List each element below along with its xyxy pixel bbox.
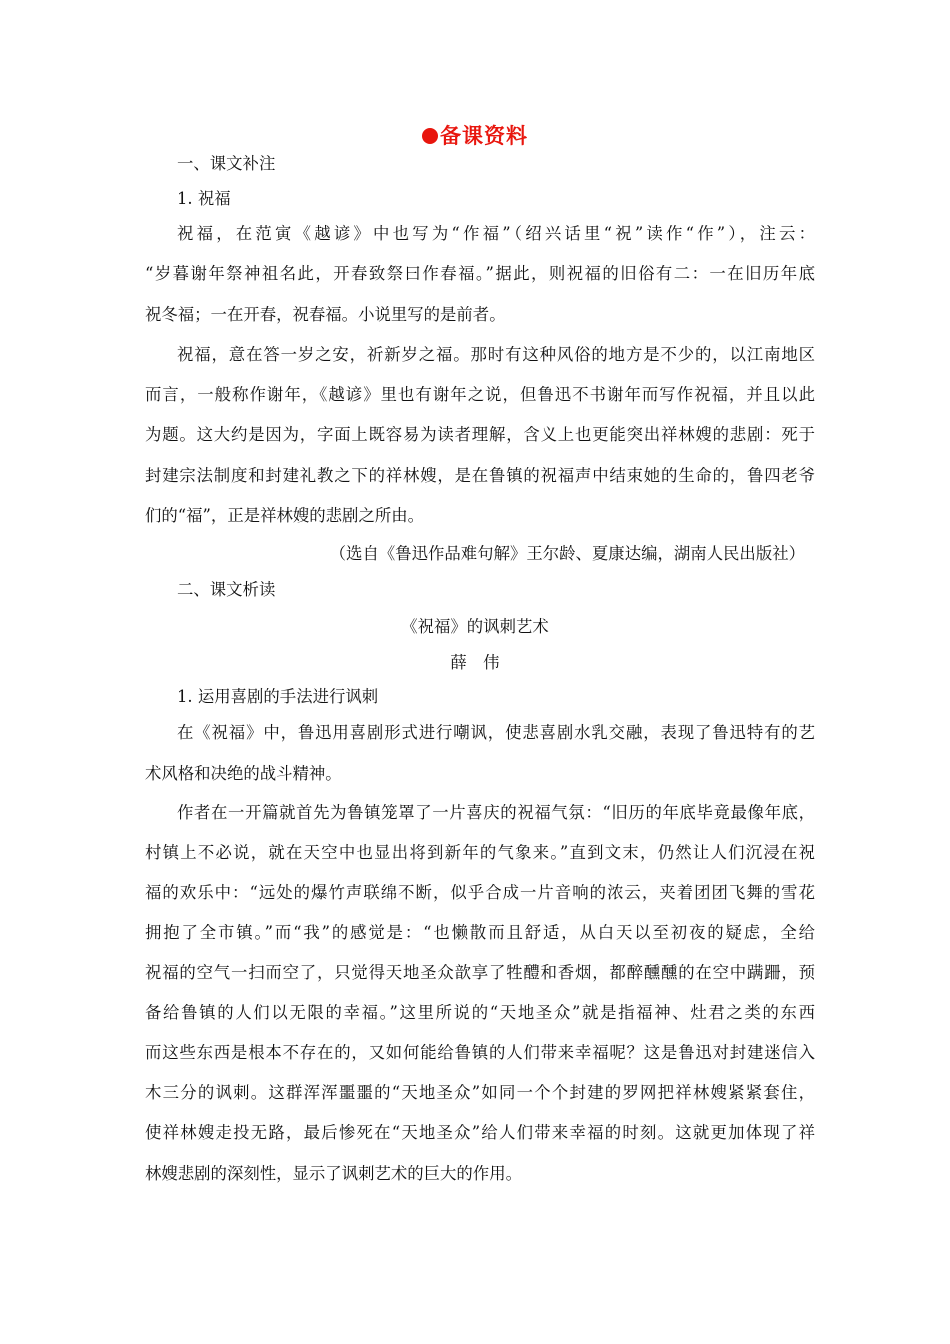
paragraph-line: 福的欢乐中：“远处的爆竹声联绵不断，似乎合成一片音响的浓云，夹着团团飞舞的雪花 [145,883,815,902]
paragraph-line: 备给鲁镇的人们以无限的幸福。”这里所说的“天地圣众”就是指福神、灶君之类的东西 [145,1003,815,1022]
paragraph-line: 祝福，在范寅《越谚》中也写为“作福”（绍兴话里“祝”读作“作”），注云： [177,224,815,243]
paragraph-line: 为题。这大约是因为，字面上既容易为读者理解，含义上也更能突出祥林嫂的悲剧：死于 [145,425,815,444]
paragraph-line: 村镇上不必说，就在天空中也显出将到新年的气象来。”直到文末，仍然让人们沉浸在祝 [145,843,815,862]
paragraph-line: 们的“福”，正是祥林嫂的悲剧之所由。 [145,506,425,525]
paragraph-line: 作者在一开篇就首先为鲁镇笼罩了一片喜庆的祝福气氛：“旧历的年底毕竟最像年底， [177,803,815,822]
paragraph-line: 木三分的讽刺。这群浑浑噩噩的“天地圣众”如同一个个封建的罗网把祥林嫂紧紧套住， [145,1083,815,1102]
paragraph-line: 使祥林嫂走投无路，最后惨死在“天地圣众”给人们带来幸福的时刻。这就更加体现了祥 [145,1123,815,1142]
paragraph-line: 术风格和决绝的战斗精神。 [145,764,342,783]
page-title [0,120,950,150]
paragraph-line: 而言，一般称作谢年，《越谚》里也有谢年之说，但鲁迅不书谢年而写作祝福，并且以此 [145,385,815,404]
paragraph-line: 林嫂悲剧的深刻性，显示了讽刺艺术的巨大的作用。 [145,1164,522,1183]
paragraph-line: 祝福，意在答一岁之安，祈新岁之福。那时有这种风俗的地方是不少的，以江南地区 [177,345,815,364]
paragraph-line: 而这些东西是根本不存在的，又如何能给鲁镇的人们带来幸福呢？这是鲁迅对封建迷信入 [145,1043,815,1062]
page-title-text: 备课资料 [440,124,528,148]
section-heading-1: 一、课文补注 [177,154,276,173]
article-title: 《祝福》的讽刺艺术 [401,617,549,636]
paragraph-line: 祝冬福；一在开春，祝春福。小说里写的是前者。 [145,305,506,324]
source-citation: （选自《鲁迅作品难句解》王尔龄、夏康达编，湖南人民出版社） [329,544,805,563]
bullet-dot-icon [422,128,438,144]
article-author: 薛 伟 [450,653,500,672]
subsection-heading-1-1: 1. 祝福 [177,189,231,208]
section-heading-2: 二、课文析读 [177,580,276,599]
paragraph-line: 拥抱了全市镇。”而“我”的感觉是：“也懒散而且舒适，从白天以至初夜的疑虑，全给 [145,923,815,942]
paragraph-line: 封建宗法制度和封建礼教之下的祥林嫂，是在鲁镇的祝福声中结束她的生命的，鲁四老爷 [145,466,815,485]
paragraph-line: “岁暮谢年祭神祖名此，开春致祭曰作春福。”据此，则祝福的旧俗有二：一在旧历年底 [145,264,815,283]
subsection-heading-2-1: 1. 运用喜剧的手法进行讽刺 [177,687,379,706]
paragraph-line: 祝福的空气一扫而空了，只觉得天地圣众歆享了牲醴和香烟，都醉醺醺的在空中蹒跚，预 [145,963,815,982]
paragraph-line: 在《祝福》中，鲁迅用喜剧形式进行嘲讽，使悲喜剧水乳交融，表现了鲁迅特有的艺 [177,723,815,742]
